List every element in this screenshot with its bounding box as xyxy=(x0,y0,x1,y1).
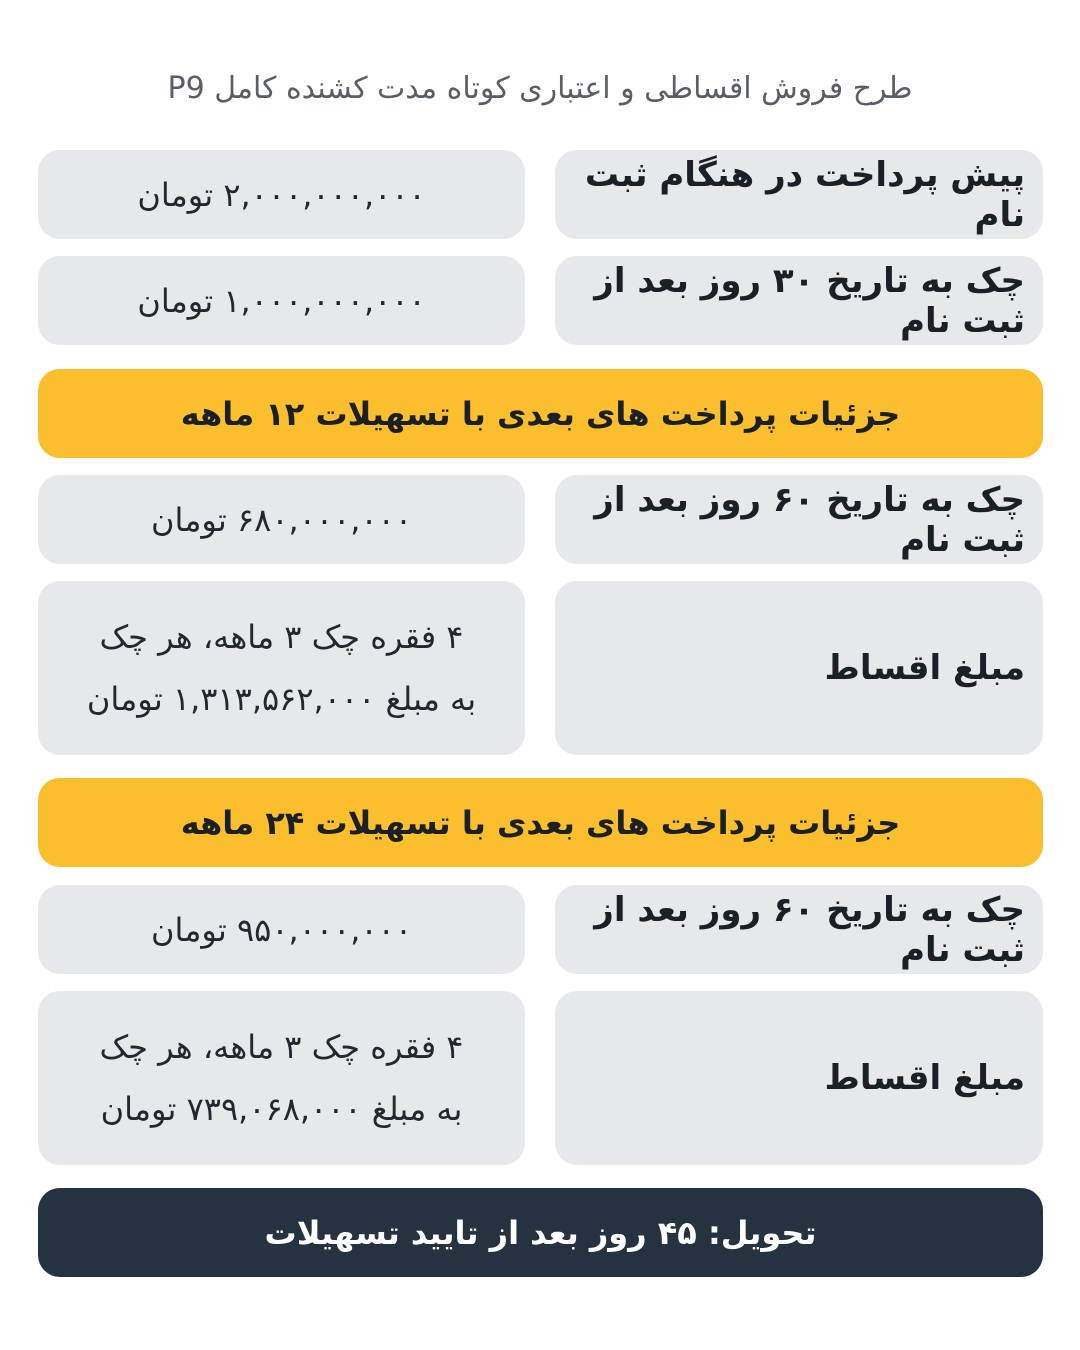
plan-24-installments-value xyxy=(38,991,525,1165)
plan-24-check-60-label: چک به تاریخ ۶۰ روز بعد از ثبت نام xyxy=(555,885,1043,974)
plan-12-installments-value xyxy=(38,581,525,755)
plan-24-month-heading: جزئیات پرداخت های بعدی با تسهیلات ۲۴ ماهه xyxy=(38,778,1043,867)
plan-12-check-60-value: ۶۸۰,۰۰۰,۰۰۰ تومان xyxy=(38,475,525,564)
plan-24-installments-line1: ۴ فقره چک ۳ ماهه، هر چک xyxy=(99,1028,464,1066)
plan-12-installments-label: مبلغ اقساط xyxy=(555,581,1043,755)
plan-12-installments-line1: ۴ فقره چک ۳ ماهه، هر چک xyxy=(99,618,464,656)
down-payment-label: پیش پرداخت در هنگام ثبت نام xyxy=(555,150,1043,239)
check-30-days-label: چک به تاریخ ۳۰ روز بعد از ثبت نام xyxy=(555,256,1043,345)
plan-24-installments-label: مبلغ اقساط xyxy=(555,991,1043,1165)
plan-24-check-60-value: ۹۵۰,۰۰۰,۰۰۰ تومان xyxy=(38,885,525,974)
plan-12-month-heading: جزئیات پرداخت های بعدی با تسهیلات ۱۲ ماهه xyxy=(38,369,1043,458)
check-30-days-value: ۱,۰۰۰,۰۰۰,۰۰۰ تومان xyxy=(38,256,525,345)
delivery-banner: تحویل: ۴۵ روز بعد از تایید تسهیلات xyxy=(38,1188,1043,1277)
plan-24-installments-line2: به مبلغ ۷۳۹,۰۶۸,۰۰۰ تومان xyxy=(100,1090,463,1128)
down-payment-value: ۲,۰۰۰,۰۰۰,۰۰۰ تومان xyxy=(38,150,525,239)
plan-12-installments-line2: به مبلغ ۱,۳۱۳,۵۶۲,۰۰۰ تومان xyxy=(86,680,477,718)
plan-12-check-60-label: چک به تاریخ ۶۰ روز بعد از ثبت نام xyxy=(555,475,1043,564)
page-title: طرح فروش اقساطی و اعتباری کوتاه مدت کشنده کامل P9 xyxy=(167,71,913,106)
